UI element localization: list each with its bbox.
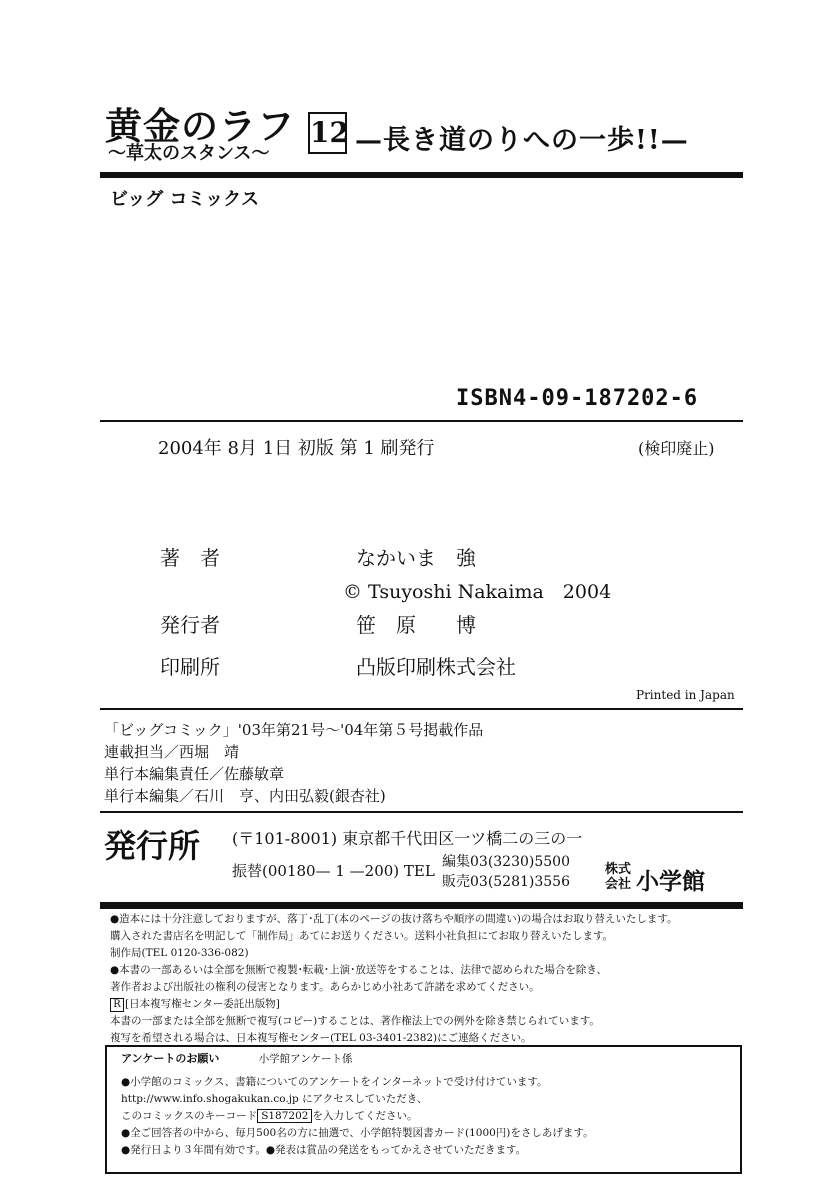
publisher-name: 小学館 bbox=[636, 868, 705, 895]
serialization-rule bbox=[100, 811, 743, 813]
book-subtitle: 〜草太のスタンス〜 bbox=[108, 143, 270, 164]
notice-line: ●本書の一部あるいは全部を無断で複製･転載･上演･放送等をすることは、法律で認められた場合を除き、 bbox=[110, 964, 607, 976]
legal-notice bbox=[110, 911, 742, 1047]
notice-line: ●造本には十分注意しておりますが、落丁･乱丁(本のページの抜け落ちや順序の間違い)の場合はお取り替えいたします。 bbox=[110, 913, 678, 925]
survey-url[interactable]: http://www.info.shogakukan.co.jp bbox=[121, 1093, 299, 1105]
volume-editor-in-charge: 単行本編集責任／佐藤敏章 bbox=[104, 765, 285, 783]
survey-content bbox=[121, 1050, 731, 1159]
serialization-editor: 連載担当／西堀 靖 bbox=[104, 743, 240, 761]
book-tagline: —長き道のりへの一歩!!— bbox=[355, 125, 689, 156]
keycode: S187202 bbox=[257, 1109, 312, 1123]
credit-printer-name: 凸版印刷株式会社 bbox=[356, 655, 516, 679]
notice-line: R [日本複写権センター委託出版物] bbox=[110, 996, 742, 1013]
volume-editors: 単行本編集／石川 亨、内田弘毅(銀杏社) bbox=[104, 787, 386, 805]
credit-publisher-role: 発行者 bbox=[160, 613, 220, 637]
credit-author-name: なかいま 強 bbox=[356, 546, 476, 570]
survey-heading: アンケートのお願い bbox=[121, 1052, 220, 1065]
survey-department: 小学館アンケート係 bbox=[258, 1053, 353, 1065]
survey-line: ●発行日より３年間有効です。●発表は賞品の発送をもってかえさせていただきます。 bbox=[121, 1144, 527, 1156]
keycode-suffix: を入力してください。 bbox=[312, 1110, 418, 1122]
survey-url-suffix: にアクセスしていただき、 bbox=[302, 1093, 428, 1105]
credit-printer-role: 印刷所 bbox=[160, 655, 220, 679]
copy-center-label: 日本複写権センター委託出版物 bbox=[129, 998, 276, 1010]
serialization-source: 「ビッグコミック」'03年第21号〜'04年第５号掲載作品 bbox=[104, 721, 484, 739]
publisher-tel-edit: 編集03(3230)5500 bbox=[442, 854, 570, 870]
credit-publisher-name: 笹 原 博 bbox=[356, 613, 476, 637]
header-thick-rule bbox=[100, 172, 743, 178]
series-label: ビッグ コミックス bbox=[110, 189, 260, 210]
survey-line bbox=[121, 1091, 731, 1108]
notice-line: 購入された書店名を明記して「制作局」あてにお送りください。送料小社負担にてお取り替えいたします。 bbox=[110, 930, 614, 942]
publisher-thick-rule bbox=[100, 902, 743, 909]
registered-mark: R bbox=[110, 998, 124, 1012]
isbn-rule bbox=[100, 420, 743, 422]
credit-author-role: 著 者 bbox=[160, 546, 220, 570]
notice-line: 制作局(TEL 0120-336-082) bbox=[110, 947, 249, 959]
company-type-line2: 会社 bbox=[605, 877, 632, 892]
publisher-transfer: 振替(00180— 1 —200) TEL bbox=[232, 862, 435, 880]
printed-in-japan: Printed in Japan bbox=[636, 688, 735, 702]
credit-copyright: © Tsuyoshi Nakaima 2004 bbox=[343, 581, 612, 603]
notice-line: 本書の一部または全部を無断で複写(コピー)することは、著作権法上での例外を除き禁じられています。 bbox=[110, 1015, 600, 1027]
seal-abolished: (検印廃止) bbox=[638, 439, 715, 458]
survey-line: ●全ご回答者の中から、毎月500名の方に抽選で、小学館特製図書カード(1000円)をさしあげます。 bbox=[121, 1127, 594, 1139]
publisher-label: 発行所 bbox=[104, 827, 201, 865]
volume-number: 12 bbox=[308, 112, 347, 154]
publisher-address: (〒101-8001) 東京都千代田区一ツ橋二の三の一 bbox=[232, 829, 583, 848]
notice-line: 複写を希望される場合は、日本複写権センター(TEL 03-3401-2382)にご連絡ください。 bbox=[110, 1032, 532, 1044]
keycode-prefix: このコミックスのキーコード bbox=[121, 1110, 258, 1122]
survey-line bbox=[121, 1108, 731, 1125]
publication-date: 2004年 8月 1日 初版 第 1 刷発行 bbox=[158, 438, 435, 459]
company-type-line1: 株式 bbox=[605, 862, 632, 877]
credits-rule bbox=[100, 708, 743, 710]
publisher-tel-sales: 販売03(5281)3556 bbox=[442, 874, 570, 890]
notice-line: 著作者および出版社の権利の侵害となります。あらかじめ小社あて許諾を求めてください。 bbox=[110, 981, 540, 993]
book-title: 黄金のラフ bbox=[105, 104, 295, 148]
isbn: ISBN4-09-187202-6 bbox=[456, 386, 699, 411]
survey-heading-line bbox=[121, 1050, 731, 1068]
survey-line: ●小学館のコミックス、書籍についてのアンケートをインターネットで受け付けています。 bbox=[121, 1076, 548, 1088]
